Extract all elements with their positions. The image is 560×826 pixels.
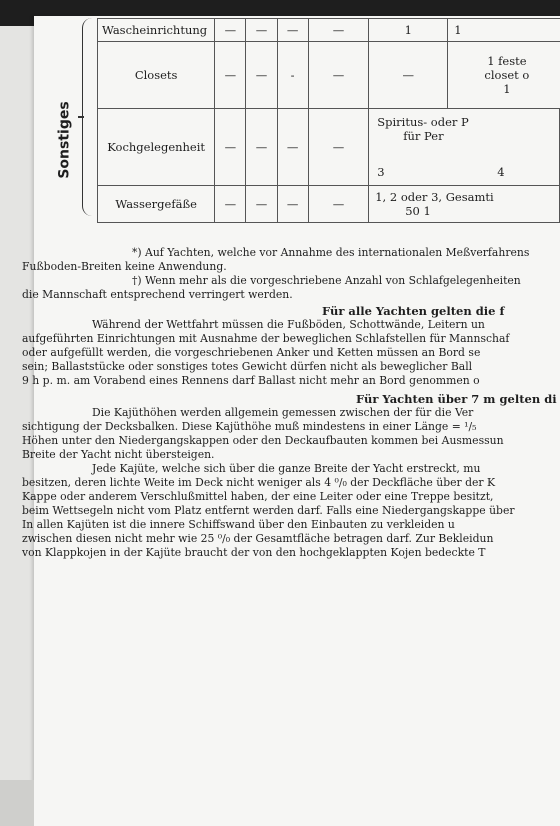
table-cell-merged	[369, 186, 560, 223]
table-cell: —	[215, 109, 246, 186]
table-cell: 1	[369, 19, 448, 42]
table-cell: —	[308, 109, 369, 186]
paragraph-line: sein; Ballaststücke oder sonstiges totes Gewicht dürfen nicht als beweglicher Ball	[22, 360, 473, 373]
paragraph-line: beim Wettsegeln nicht vom Platz entfernt werden darf. Falls eine Niedergangskappe über	[22, 504, 515, 517]
table-cell: —	[215, 19, 246, 42]
table-cell: —	[246, 186, 277, 223]
row-label: Wascheinrichtung	[98, 19, 215, 42]
paragraph-line: besitzen, deren lichte Weite im Deck nicht weniger als 4 ⁰/₀ der Deckfläche über der K	[22, 476, 496, 489]
table-cell: —	[308, 42, 369, 109]
paragraph-line: aufgeführten Einrichtungen mit Ausnahme der beweglichen Schlafstellen für Mannschaf	[22, 332, 510, 345]
paragraph-line: Jede Kajüte, welche sich über die ganze Breite der Yacht erstreckt, mu	[92, 462, 481, 475]
table-row	[98, 186, 560, 223]
footnote: *) Auf Yachten, welche vor Annahme des internationalen Meßverfahrens	[132, 246, 530, 259]
table-cell-merged	[369, 109, 560, 186]
table-cell: —	[277, 109, 308, 186]
group-label: Sonstiges	[57, 101, 73, 179]
cell-line: für Per	[403, 129, 444, 143]
cell-line: 4	[497, 165, 505, 179]
paragraph-line: zwischen diesen nicht mehr wie 25 ⁰/₀ der Gesamtfläche betragen darf. Zur Bekleidun	[22, 532, 494, 545]
cell-line: 50 1	[405, 204, 431, 218]
table-cell: 1	[448, 19, 560, 42]
paragraph-line: oder aufgefüllt werden, die vorgeschriebenen Anker und Ketten müssen an Bord se	[22, 346, 481, 359]
table-cell: —	[369, 42, 448, 109]
cell-line: Spiritus- oder P	[377, 115, 469, 129]
paragraph-line: sichtigung der Decksbalken. Diese Kajüthöhe muß mindestens in einer Länge = ¹/₅	[22, 420, 477, 433]
scan-gutter	[0, 780, 34, 826]
table-cell: —	[246, 19, 277, 42]
cell-line: 1 feste	[487, 54, 527, 68]
cell-line: 3	[377, 165, 385, 179]
section-heading: Für Yachten über 7 m gelten di	[356, 392, 557, 406]
table-cell: —	[215, 42, 246, 109]
row-label: Wassergefäße	[98, 186, 215, 223]
table-cell: -	[277, 42, 308, 109]
paragraph-line: Breite der Yacht nicht übersteigen.	[22, 448, 215, 461]
table-cell: —	[277, 19, 308, 42]
paragraph-line: von Klappkojen in der Kajüte braucht der von den hochgeklappten Kojen bedeckte T	[22, 546, 486, 559]
footnote: †) Wenn mehr als die vorgeschriebene Anzahl von Schlafgelegenheiten	[132, 274, 521, 287]
paragraph-line: Die Kajüthöhen werden allgemein gemessen zwischen der für die Ver	[92, 406, 474, 419]
section-heading: Für alle Yachten gelten die f	[322, 304, 505, 318]
row-label: Kochgelegenheit	[98, 109, 215, 186]
group-brace-tip	[78, 116, 84, 118]
footnote: die Mannschaft entsprechend verringert werden.	[22, 288, 293, 301]
cell-line: closet o	[484, 68, 530, 82]
table-cell: —	[277, 186, 308, 223]
body-text	[22, 246, 560, 560]
table-cell: —	[246, 42, 277, 109]
table-cell: —	[215, 186, 246, 223]
table-cell: —	[246, 109, 277, 186]
cell-line: 1, 2 oder 3, Gesamti	[375, 190, 494, 204]
table-cell: —	[308, 186, 369, 223]
paragraph-line: Höhen unter den Niedergangskappen oder den Deckaufbauten kommen bei Ausmessun	[22, 434, 504, 447]
paragraph-line: Während der Wettfahrt müssen die Fußböden, Schottwände, Leitern un	[92, 318, 485, 331]
paragraph-line: In allen Kajüten ist die innere Schiffswand über den Einbauten zu verkleiden u	[22, 518, 455, 531]
table-row	[98, 19, 560, 42]
paragraph-line: 9 h p. m. am Vorabend eines Rennens darf Ballast nicht mehr an Bord genommen o	[22, 374, 480, 387]
table-row	[98, 109, 560, 186]
table-cell: —	[308, 19, 369, 42]
facilities-table	[97, 18, 560, 223]
paragraph-line: Kappe oder anderem Verschlußmittel haben, der eine Leiter oder eine Treppe besitzt,	[22, 490, 494, 503]
footnote: Fußboden-Breiten keine Anwendung.	[22, 260, 227, 273]
row-label: Closets	[98, 42, 215, 109]
table-row	[98, 42, 560, 109]
table-cell	[448, 42, 560, 109]
cell-line: 1	[503, 82, 511, 96]
